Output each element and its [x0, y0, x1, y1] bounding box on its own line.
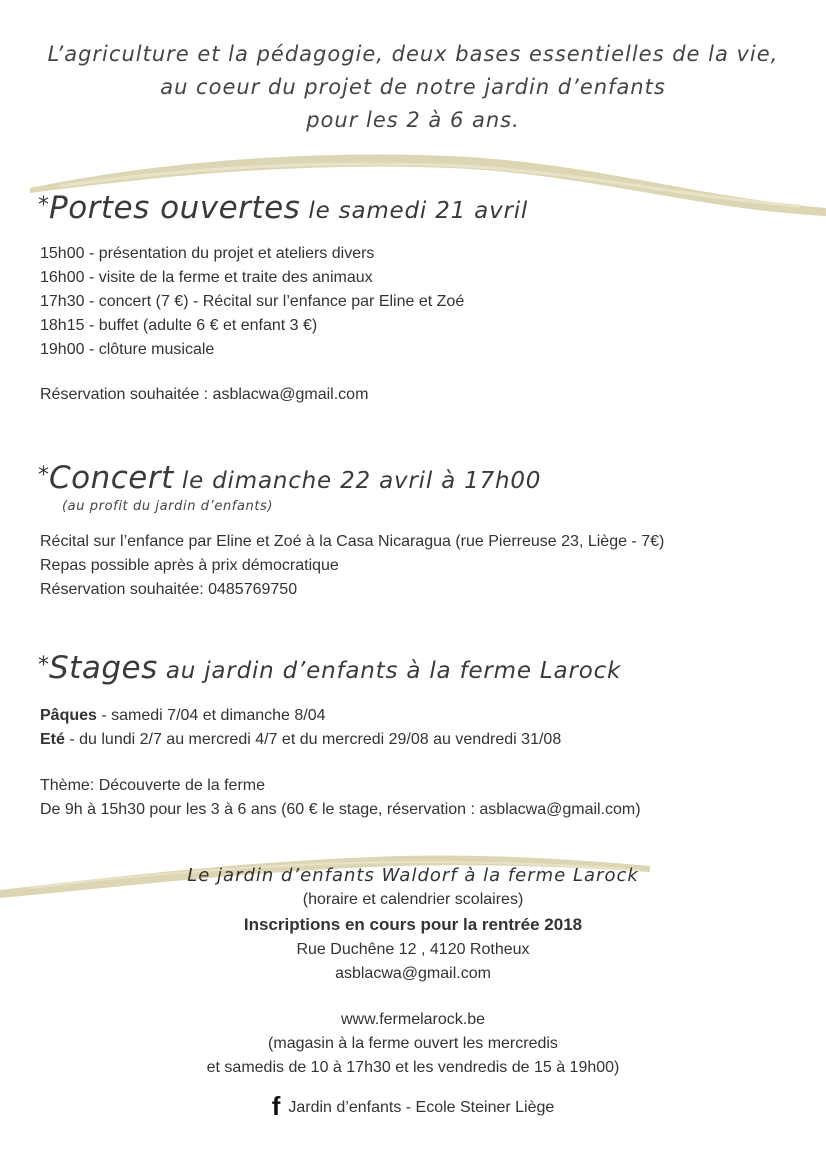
intro-line-1: L’agriculture et la pédagogie, deux bases essentielles de la vie,	[47, 42, 779, 66]
stages-dates	[40, 704, 561, 752]
footer	[0, 864, 826, 1122]
intro-text	[0, 38, 826, 137]
heading-star: *	[38, 653, 49, 678]
program-item: 19h00 - clôture musicale	[40, 341, 215, 358]
stage-hours: De 9h à 15h30 pour les 3 à 6 ans (60 € le stage, réservation : asblacwa@gmail.com)	[40, 801, 641, 818]
stages-info	[40, 774, 641, 822]
footer-shop-line-2: et samedis de 10 à 17h30 et les vendredis de 15 à 19h00)	[206, 1059, 620, 1076]
portes-ouvertes-heading	[38, 190, 528, 226]
stage-paques	[40, 704, 561, 728]
concert-note: (au profit du jardin d’enfants)	[62, 499, 274, 514]
portes-program	[40, 242, 464, 362]
concert-title-rest: le dimanche 22 avril à 17h00	[173, 468, 542, 494]
concert-details	[40, 530, 664, 602]
portes-title-rest: le samedi 21 avril	[300, 198, 529, 224]
intro-line-2: au coeur du projet de notre jardin d’enfants	[160, 75, 666, 99]
facebook-text: Jardin d’enfants - Ecole Steiner Liège	[288, 1099, 555, 1116]
facebook-icon: f	[271, 1091, 281, 1121]
heading-star: *	[38, 463, 49, 488]
footer-inscriptions: Inscriptions en cours pour la rentrée 2018	[243, 915, 583, 934]
intro-line-3: pour les 2 à 6 ans.	[306, 108, 520, 132]
concert-heading	[38, 460, 541, 496]
stages-title-rest: au jardin d’enfants à la ferme Larock	[157, 658, 622, 684]
ete-label: Eté	[40, 731, 65, 748]
concert-item: Repas possible après à prix démocratique	[40, 557, 339, 574]
stage-theme: Thème: Découverte de la ferme	[40, 777, 265, 794]
footer-address: Rue Duchêne 12 , 4120 Rotheux	[296, 941, 530, 958]
stages-heading	[38, 650, 621, 686]
footer-schedule: (horaire et calendrier scolaires)	[302, 891, 524, 908]
program-item: 17h30 - concert (7 €) - Récital sur l’enfance par Eline et Zoé	[40, 293, 465, 310]
footer-email[interactable]: asblacwa@gmail.com	[335, 965, 491, 982]
footer-facebook[interactable]	[0, 1092, 826, 1122]
ete-text: - du lundi 2/7 au mercredi 4/7 et du mercredi 29/08 au vendredi 31/08	[64, 731, 562, 748]
program-item: 16h00 - visite de la ferme et traite des animaux	[40, 269, 373, 286]
program-item: 18h15 - buffet (adulte 6 € et enfant 3 €)	[40, 317, 318, 334]
concert-item: Récital sur l’enfance par Eline et Zoé à la Casa Nicaragua (rue Pierreuse 23, Liège - 7€)	[40, 533, 665, 550]
footer-title: Le jardin d’enfants Waldorf à la ferme Larock	[187, 865, 639, 886]
footer-website[interactable]: www.fermelarock.be	[340, 1011, 486, 1028]
concert-item: Réservation souhaitée: 0485769750	[40, 581, 298, 598]
reservation-text: Réservation souhaitée : asblacwa@gmail.com	[40, 386, 369, 403]
paques-label: Pâques	[40, 707, 97, 724]
concert-title: Concert	[49, 460, 174, 496]
portes-reservation	[40, 383, 368, 407]
portes-title: Portes ouvertes	[49, 190, 301, 226]
stages-title: Stages	[49, 650, 158, 686]
program-item: 15h00 - présentation du projet et ateliers divers	[40, 245, 375, 262]
stage-ete	[40, 728, 561, 752]
footer-shop-line-1: (magasin à la ferme ouvert les mercredis	[268, 1035, 558, 1052]
heading-star: *	[38, 193, 49, 218]
paques-text: - samedi 7/04 et dimanche 8/04	[96, 707, 326, 724]
